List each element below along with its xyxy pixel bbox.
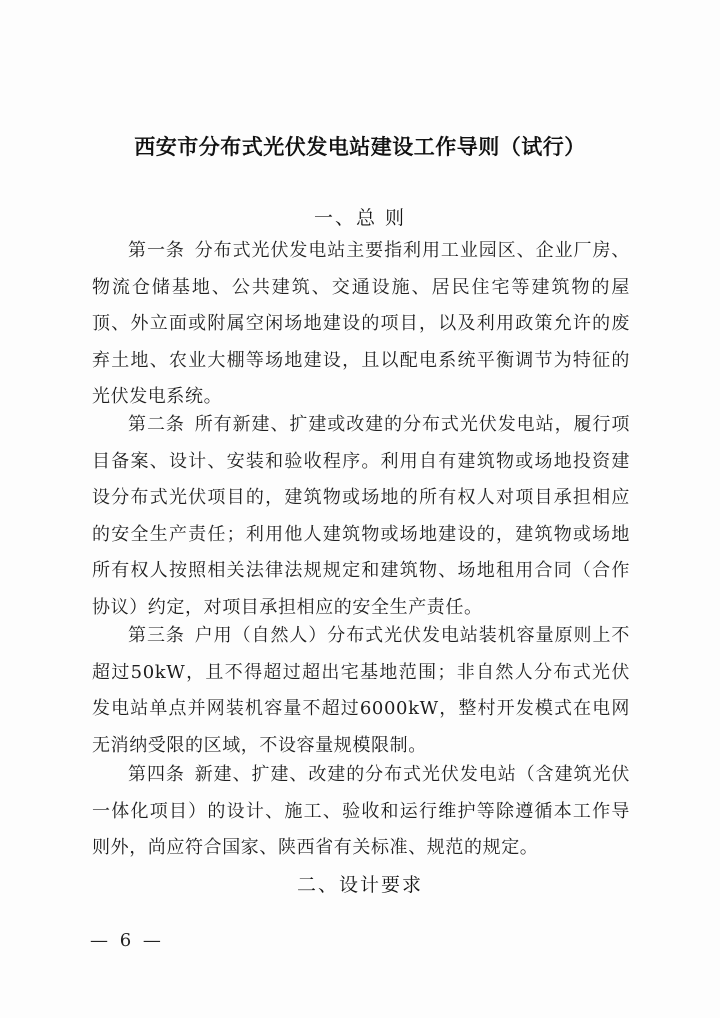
article-text: 新建、扩建、改建的分布式光伏发电站（含建筑光伏一体化项目）的设计、施工、验收和运行维护等除遵循本工作导则外，尚应符合国家、陕西省有关标准、规范的规定。 xyxy=(92,764,630,858)
article-number: 第一条 xyxy=(128,240,185,261)
article-text: 分布式光伏发电站主要指利用工业园区、企业厂房、物流仓储基地、公共建筑、交通设施、居民住宅等建筑物的屋顶、外立面或附属空闲场地建设的项目，以及利用政策允许的废弃土地、农业大棚等场地建设，且以配电系统平衡调节为特征的光伏发电系统。 xyxy=(92,240,630,407)
section-heading-design-requirements: 二、设计要求 xyxy=(296,874,423,896)
document-title: 西安市分布式光伏发电站建设工作导则（试行） xyxy=(134,135,586,159)
article-2 xyxy=(92,407,630,626)
article-1 xyxy=(92,233,630,416)
article-text: 所有新建、扩建或改建的分布式光伏发电站，履行项目备案、设计、安装和验收程序。利用自有建筑物或场地投资建设分布式光伏项目的，建筑物或场地的所有权人对项目承担相应的安全生产责任；利用他人建筑物或场地建设的，建筑物或场地所有权人按照相关法律法规规定和建筑物、场地租用合同（合作协议）约定，对项目承担相应的安全生产责任。 xyxy=(92,414,630,618)
section-heading-general: 一、总 则 xyxy=(313,207,407,229)
article-text: 户用（自然人）分布式光伏发电站装机容量原则上不超过50kW，且不得超过超出宅基地范围；非自然人分布式光伏发电站单点并网装机容量不超过6000kW，整村开发模式在电网无消纳受限的区域，不设容量规模限制。 xyxy=(92,625,630,756)
article-number: 第三条 xyxy=(128,625,185,646)
page-number: — 6 — xyxy=(90,930,164,951)
article-4 xyxy=(92,757,630,867)
article-number: 第四条 xyxy=(128,764,185,785)
article-3 xyxy=(92,618,630,764)
article-number: 第二条 xyxy=(128,414,185,435)
